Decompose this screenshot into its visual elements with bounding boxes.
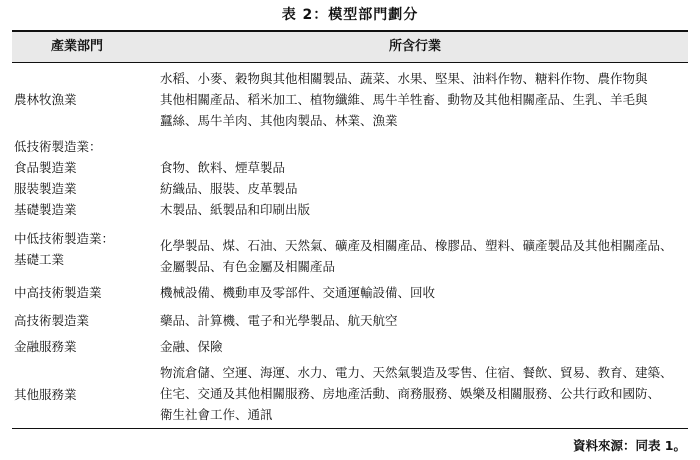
row-high-tech-sector: 高技術製造業: [14, 313, 90, 328]
row-low-tech-basic-sector: 基礎製造業: [14, 202, 77, 217]
column-header-sector: 產業部門: [50, 39, 103, 54]
row-high-tech-industries: 藥品、計算機、電子和光學製品、航天航空: [160, 313, 398, 328]
row-other-services-industries-line-1: 物流倉儲、空運、海運、水力、電力、天然氣製造及零售、住宿、餐飲、貿易、教育、建築、: [160, 365, 673, 380]
row-low-tech-food-industries: 食物、飲料、煙草製品: [160, 160, 286, 175]
row-low-tech-basic-industries: 木製品、紙製品和印刷出版: [160, 202, 311, 217]
row-agriculture-industries-line-3: 蠶絲、馬牛羊肉、其他肉製品、林業、漁業: [160, 113, 398, 128]
table-header-rule: [12, 62, 688, 63]
row-medium-high-tech-sector: 中高技術製造業: [14, 285, 102, 300]
row-low-tech-apparel-industries: 紡織品、服裝、皮革製品: [160, 181, 298, 196]
row-medium-low-tech-industries-line-1: 化學製品、煤、石油、天然氣、礦產及相關產品、橡膠品、塑料、礦產製品及其他相關產品、: [160, 238, 673, 253]
row-medium-low-tech-industries-line-2: 金屬製品、有色金屬及相關產品: [160, 259, 336, 274]
row-low-tech-food-sector: 食品製造業: [14, 160, 77, 175]
row-agriculture-industries-line-1: 水稻、小麥、穀物與其他相關製品、蔬菜、水果、堅果、油料作物、糖料作物、農作物與: [160, 71, 648, 86]
row-agriculture-industries-line-2: 其他相關產品、稻米加工、植物纖維、馬牛羊牲畜、動物及其他相關產品、生乳、羊毛與: [160, 92, 648, 107]
row-other-services-sector: 其他服務業: [14, 387, 77, 402]
column-header-industries: 所含行業: [388, 39, 441, 54]
row-medium-high-tech-industries: 機械設備、機動車及零部件、交通運輸設備、回收: [160, 285, 436, 300]
row-medium-low-tech-heading: 中低技術製造業：: [14, 231, 115, 246]
table-title: 表 2：模型部門劃分: [281, 7, 419, 23]
row-agriculture-sector: 農林牧漁業: [14, 92, 77, 107]
row-financial-services-industries: 金融、保險: [160, 339, 223, 354]
row-medium-low-tech-basic-industry: 基礎工業: [14, 252, 65, 267]
row-other-services-industries-line-3: 衛生社會工作、通訊: [160, 407, 273, 422]
row-low-tech-apparel-sector: 服裝製造業: [14, 181, 77, 196]
table-bottom-rule: [12, 428, 688, 429]
row-low-tech-heading: 低技術製造業：: [14, 139, 102, 154]
row-financial-services-sector: 金融服務業: [14, 339, 77, 354]
source-note: 資料來源：同表 1。: [572, 438, 686, 453]
row-other-services-industries-line-2: 住宅、交通及其他相關服務、房地產活動、商務服務、娛樂及相關服務、公共行政和國防、: [160, 386, 661, 401]
